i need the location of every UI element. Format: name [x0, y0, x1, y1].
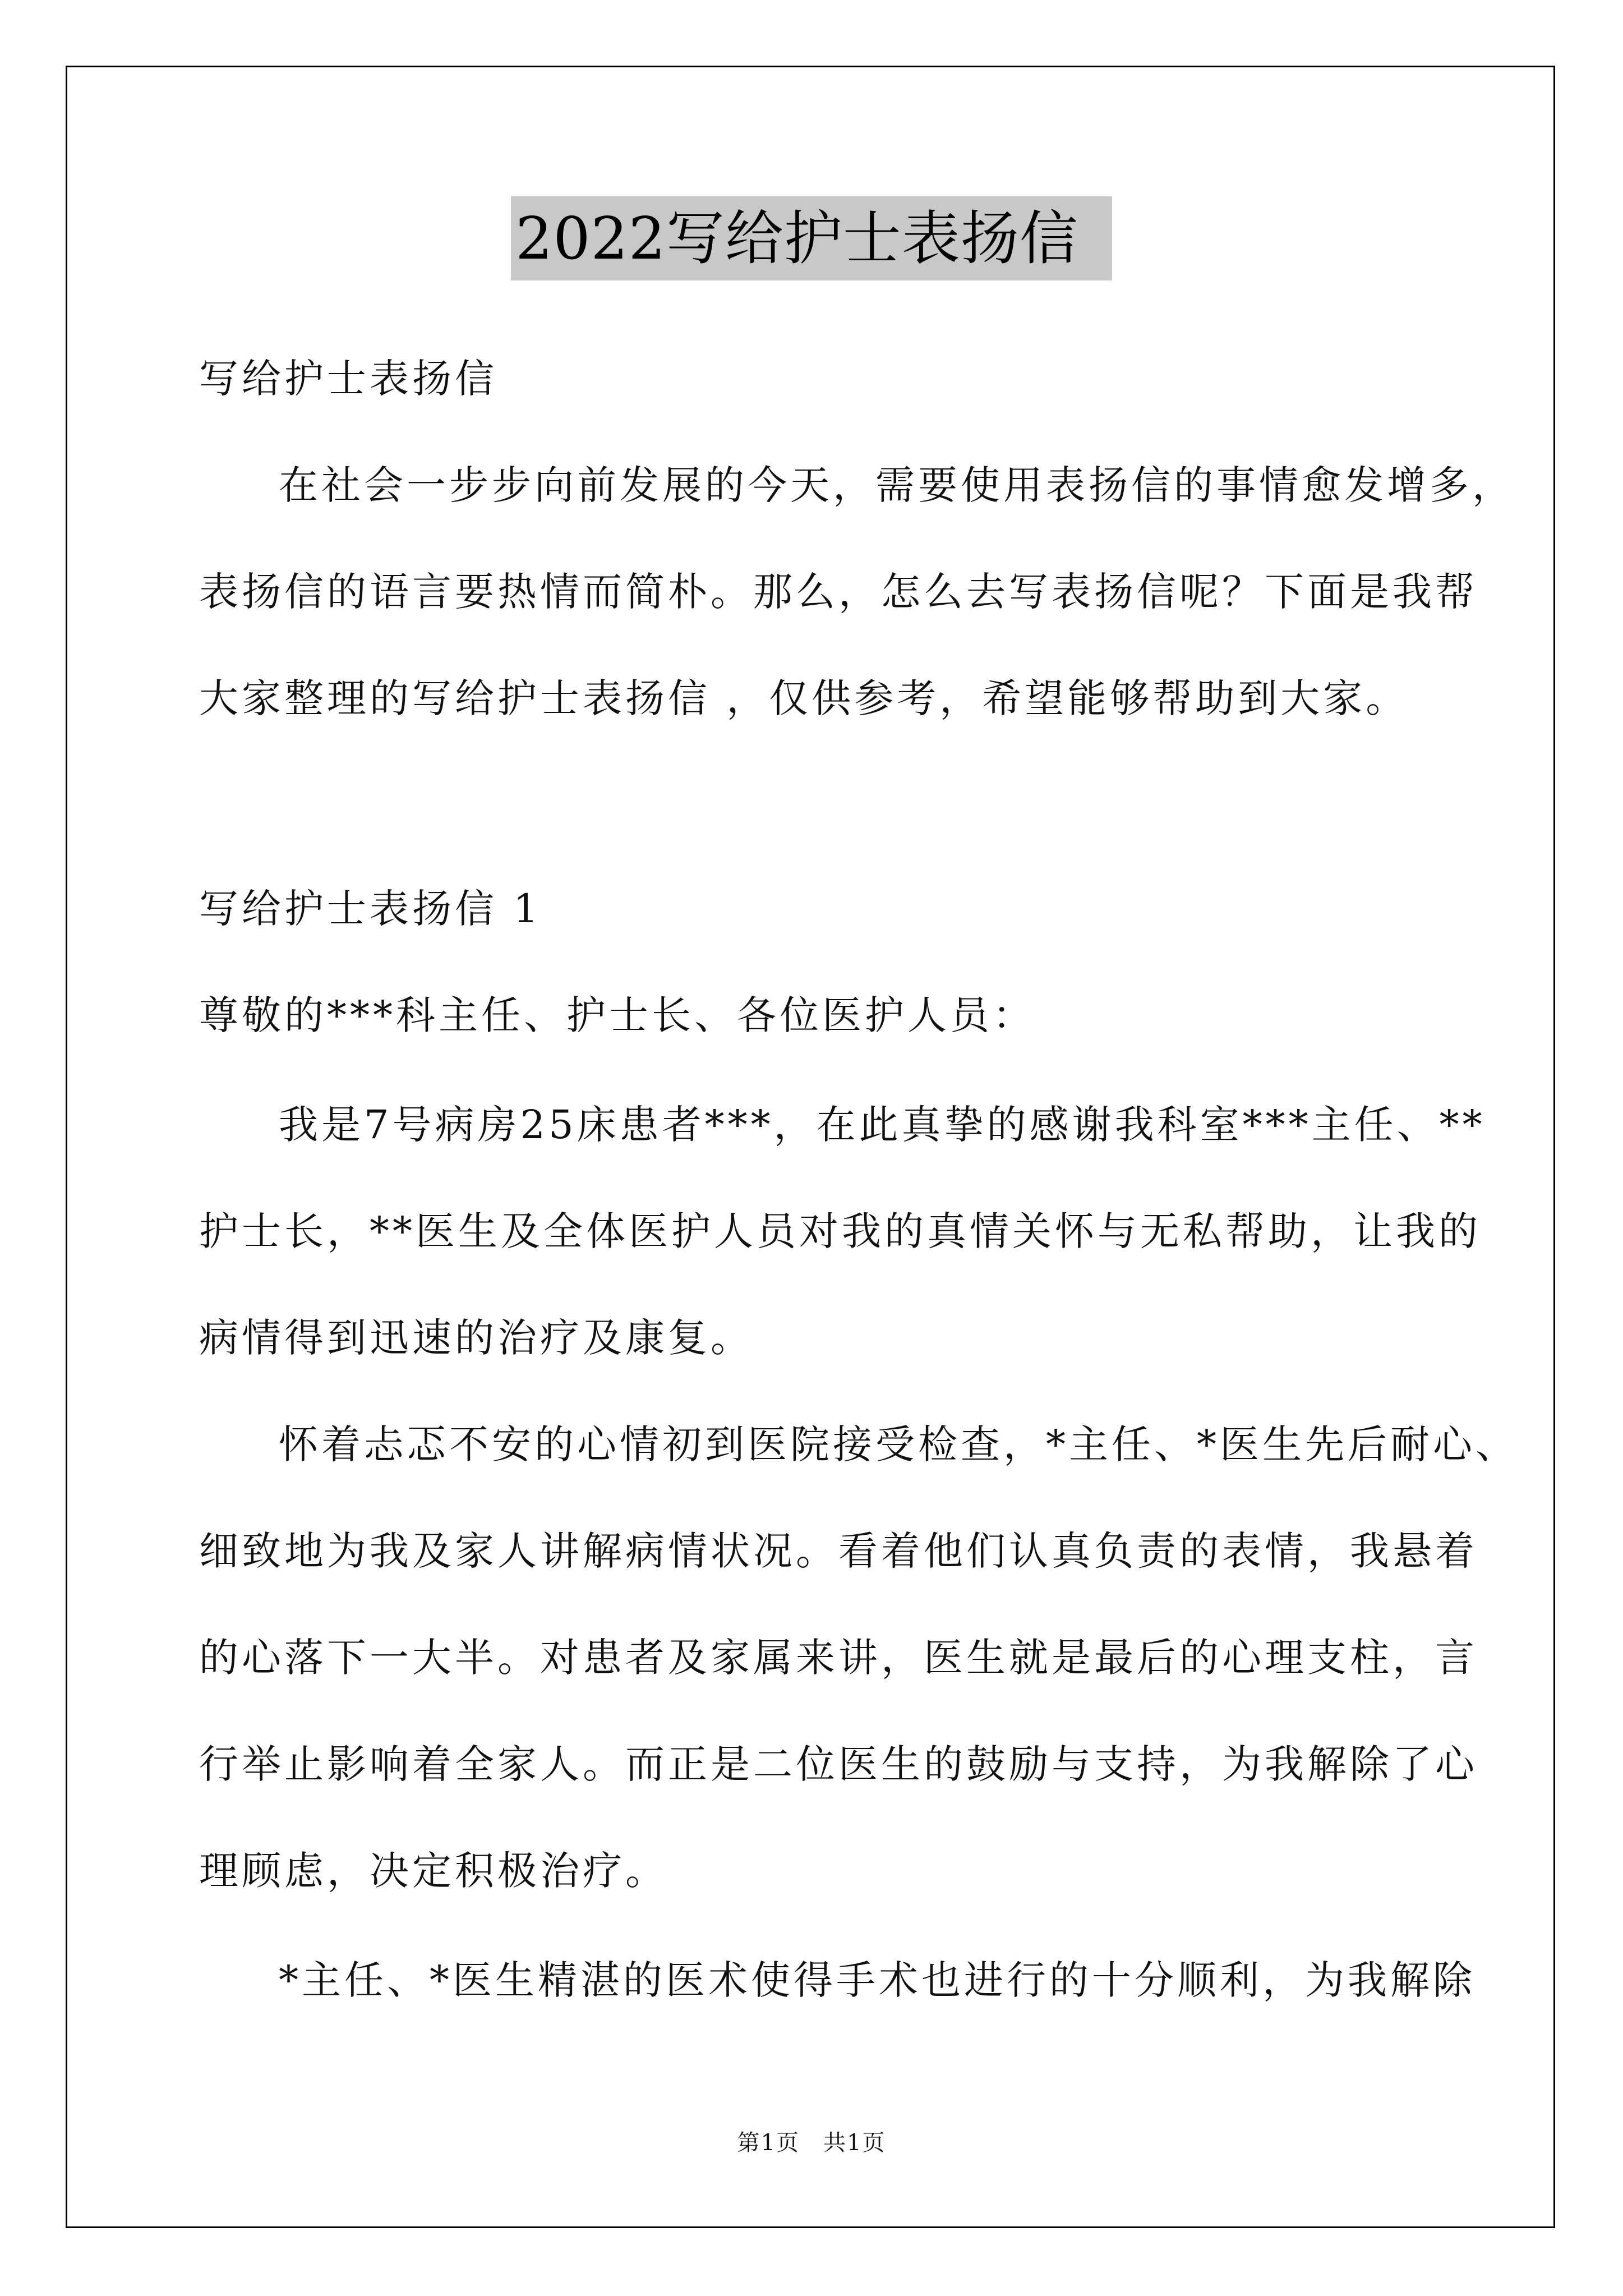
para1-line-2: 护士长，**医生及全体医护人员对我的真情关怀与无私帮助，让我的 [199, 1208, 1481, 1254]
para3-line-1: *主任、*医生精湛的医术使得手术也进行的十分顺利，为我解除 [279, 1957, 1476, 2003]
para1-line-3: 病情得到迅速的治疗及康复。 [199, 1315, 753, 1361]
para1-line-1: 我是7号病房25床患者***，在此真挚的感谢我科室***主任、** [279, 1102, 1486, 1148]
document-subtitle: 写给护士表扬信 [199, 356, 497, 402]
para2-line-4: 行举止影响着全家人。而正是二位医生的鼓励与支持，为我解除了心 [199, 1741, 1478, 1787]
para2-line-2: 细致地为我及家人讲解病情状况。看着他们认真负责的表情，我悬着 [199, 1528, 1478, 1574]
para2-line-1: 怀着忐忑不安的心情初到医院接受检查，*主任、*医生先后耐心、 [279, 1421, 1518, 1467]
intro-line-2: 表扬信的语言要热情而简朴。那么，怎么去写表扬信呢？下面是我帮 [199, 569, 1478, 615]
para2-line-3: 的心落下一大半。对患者及家属来讲，医生就是最后的心理支柱，言 [199, 1635, 1478, 1681]
para2-line-5: 理顾虑，决定积极治疗。 [199, 1848, 668, 1894]
salutation: 尊敬的***科主任、护士长、各位医护人员： [199, 992, 1035, 1038]
page-footer: 第1页 共1页 [737, 2130, 886, 2156]
intro-line-3: 大家整理的写给护士表扬信 ，仅供参考，希望能够帮助到大家。 [199, 675, 1409, 721]
section-heading: 写给护士表扬信 1 [199, 886, 542, 932]
document-title: 2022写给护士表扬信 [511, 196, 1112, 280]
title-container [0, 196, 1623, 280]
intro-line-1: 在社会一步步向前发展的今天，需要使用表扬信的事情愈发增多， [279, 462, 1515, 508]
